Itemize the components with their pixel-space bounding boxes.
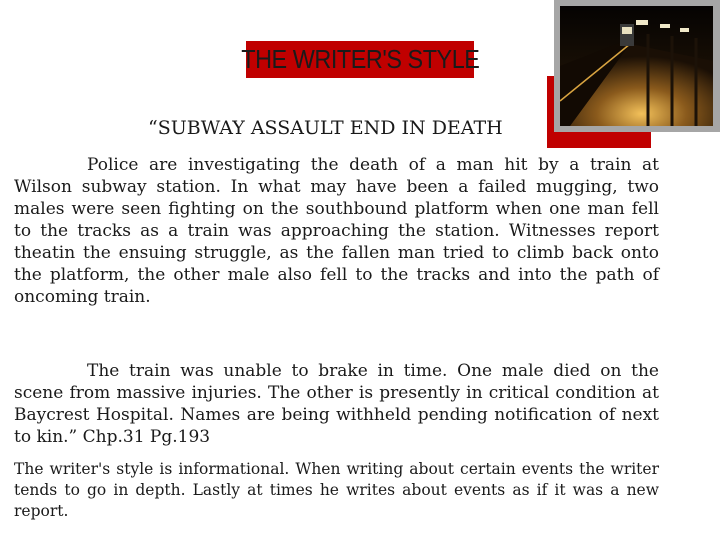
style-analysis-text: The writer's style is informational. When writing about certain events the writer tends to go in depth. Lastly at times he writes about events as if it was a new report. [14, 460, 659, 520]
subway-platform-image [560, 6, 713, 126]
article-paragraph-1: Police are investigating the death of a man hit by a train at Wilson subway station. In what may have been a failed mugging, two males were seen fighting on the southbound platform when one man fell to the tracks as a train was approaching the station. Witnesses report theatin the ensuing struggle, as the fallen man tried to climb back onto the platform, the other male also fell to the tracks and into the path of oncoming train. [14, 155, 659, 307]
subway-photo-frame [547, 0, 720, 144]
title-banner [240, 41, 480, 78]
article-headline: “SUBWAY ASSAULT END IN DEATH [148, 117, 503, 139]
article-paragraph-2: The train was unable to brake in time. One male died on the scene from massive injuries. The other is presently in critical condition at Baycrest Hospital. Names are being withheld pending notification of next to kin.” Chp.31 Pg.193 [14, 361, 659, 447]
subway-platform-photo [560, 6, 713, 126]
slide-title: THE WRITER'S STYLE [240, 44, 480, 74]
